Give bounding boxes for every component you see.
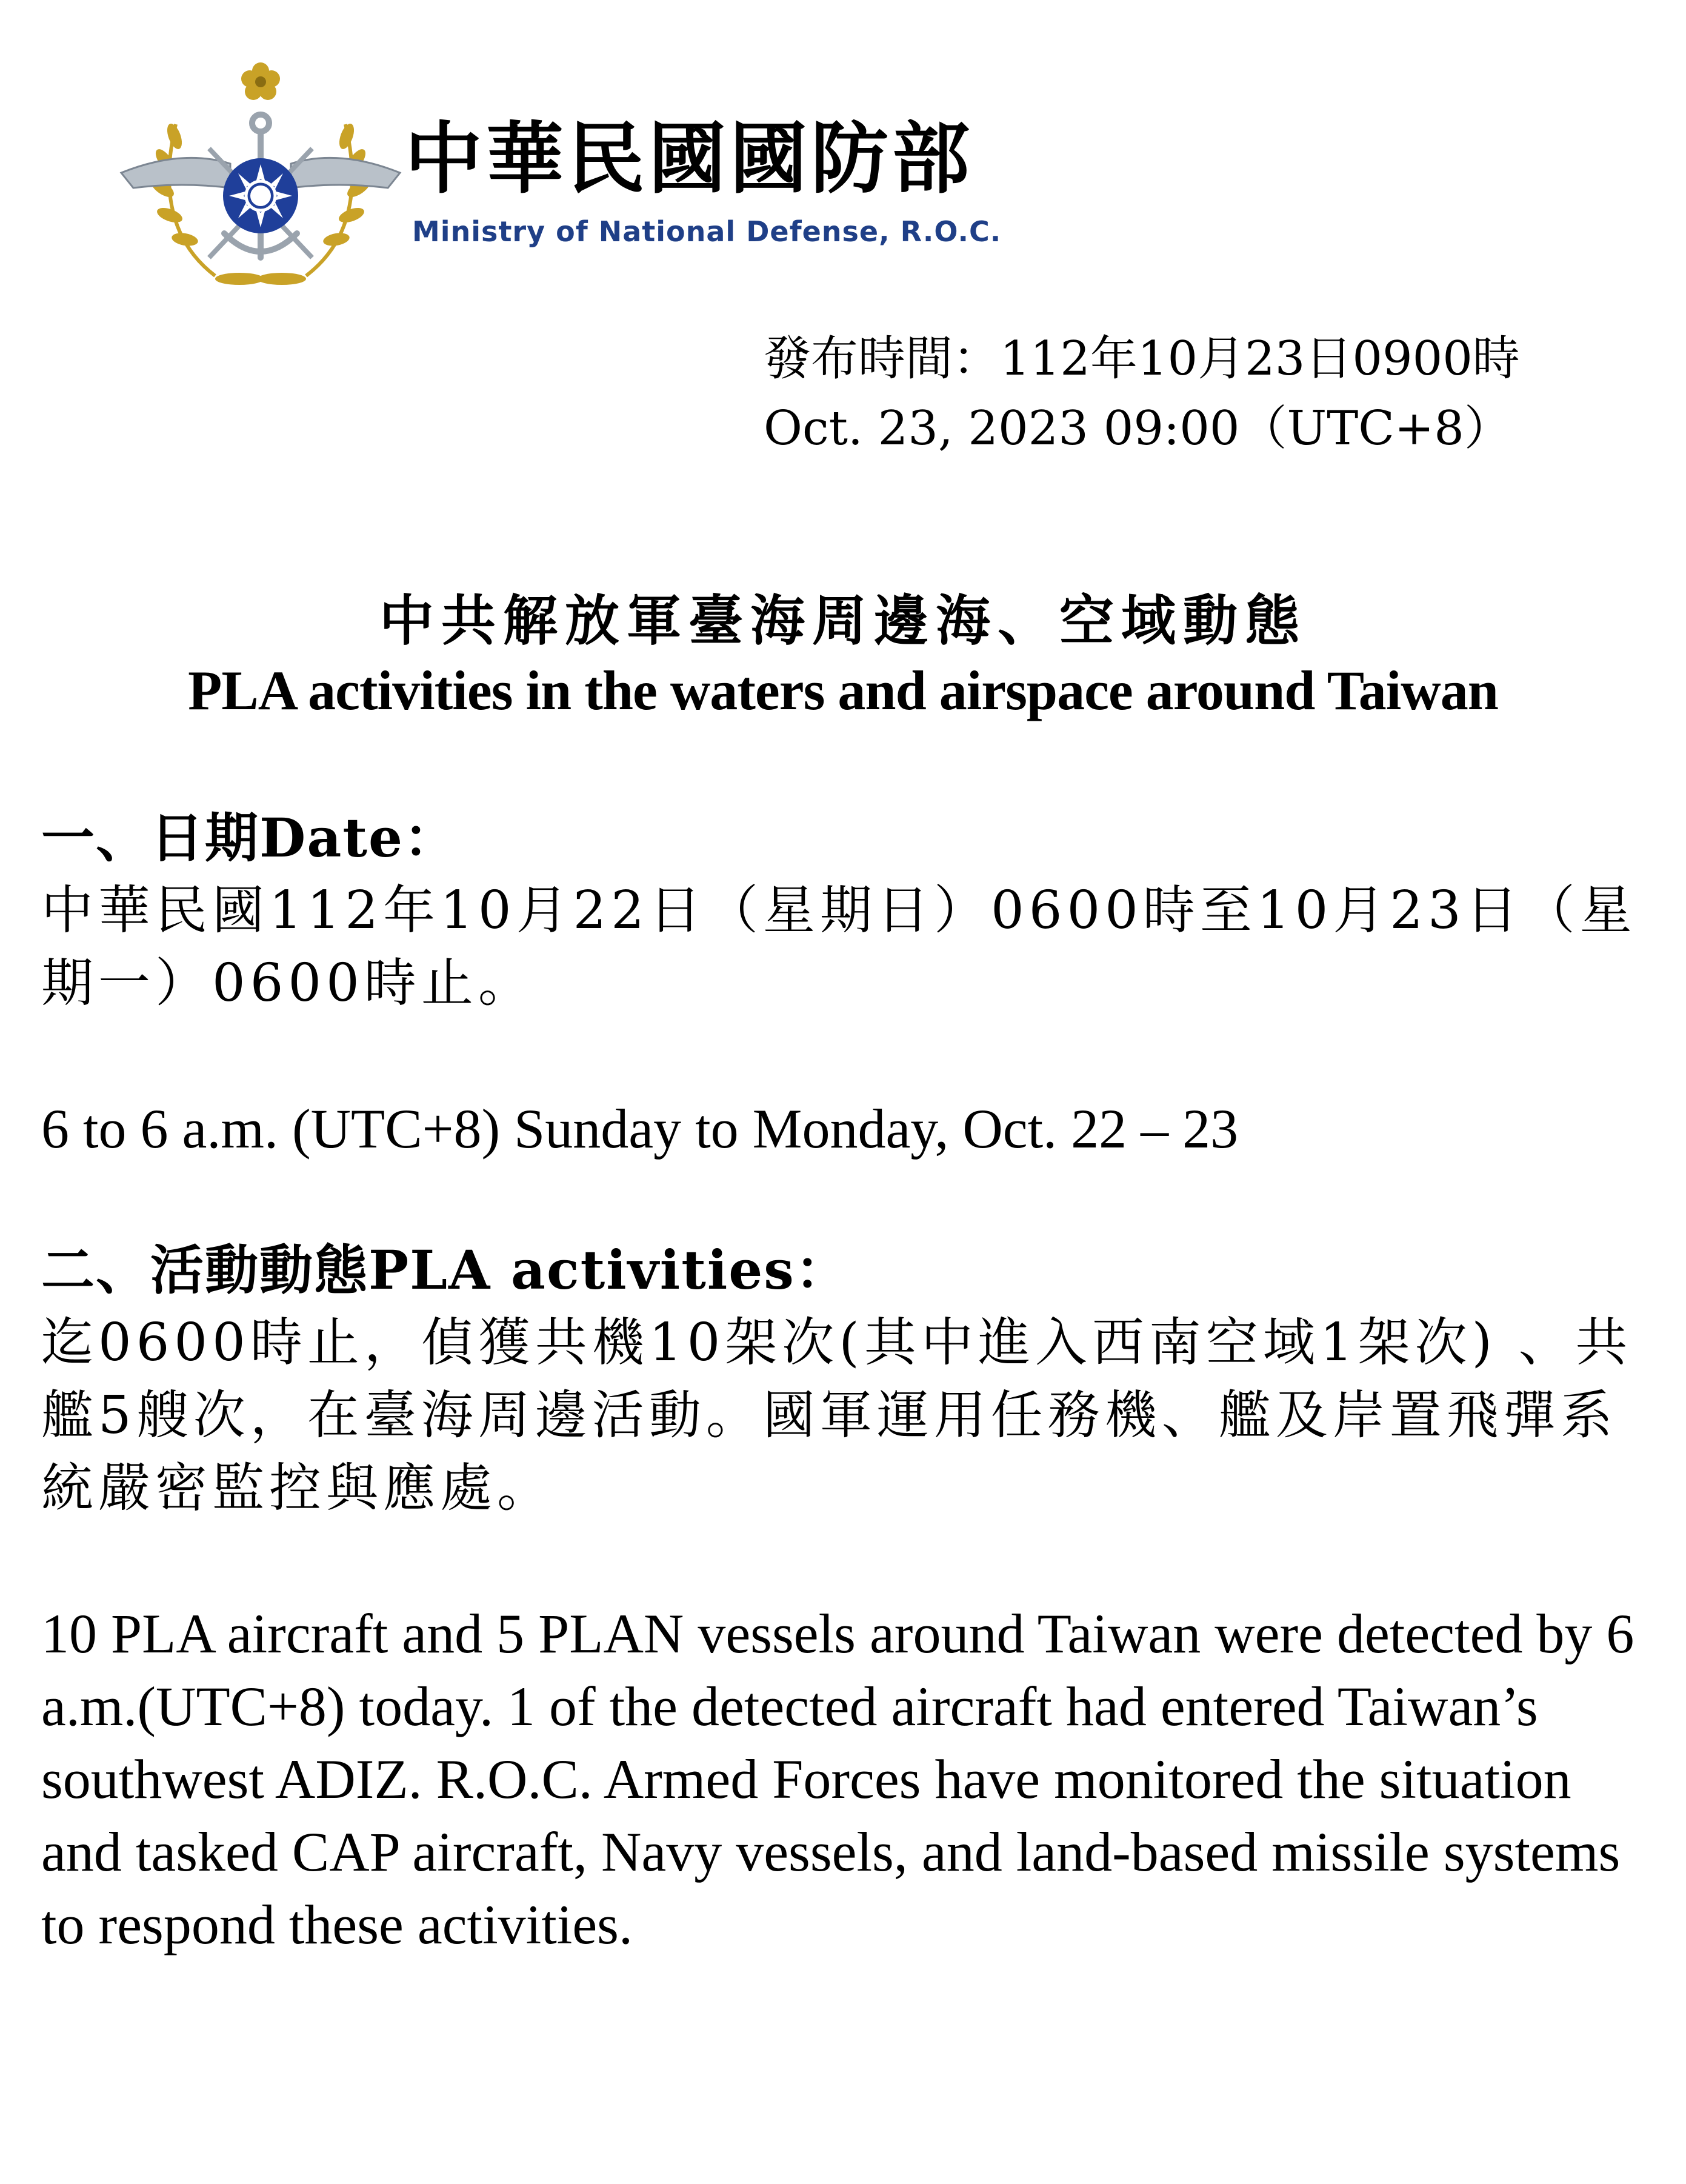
- section-date-heading: 一、日期Date：: [41, 806, 458, 869]
- ministry-title-cn: 中華民國國防部: [405, 114, 974, 204]
- release-time: [764, 324, 1520, 464]
- section-date: [41, 801, 1653, 1165]
- section-activities-cn: 迄0600時止，偵獲共機10架次(其中進入西南空域1架次) 、共艦5艘次，在臺海周邊活動。國軍運用任務機、艦及岸置飛彈系統嚴密監控與應處。: [41, 1312, 1633, 1518]
- release-time-cn: 發布時間：112年10月23日0900時: [764, 332, 1520, 386]
- release-time-en: Oct. 23, 2023 09:00（UTC+8）: [764, 401, 1511, 456]
- ministry-title-en: Ministry of National Defense, R.O.C.: [412, 215, 1002, 248]
- section-activities-heading: 二、活動動態PLA activities：: [41, 1238, 850, 1301]
- section-date-en: 6 to 6 a.m. (UTC+8) Sunday to Monday, Oct. 22 – 23: [41, 1098, 1239, 1160]
- document-title-cn: 中共解放軍臺海周邊海、空域動態: [379, 589, 1307, 653]
- mnd-emblem-icon: [109, 58, 412, 300]
- document-title: [0, 585, 1686, 727]
- section-date-cn: 中華民國112年10月22日（星期日）0600時至10月23日（星期一）0600時止。: [41, 880, 1637, 1014]
- section-activities-en: 10 PLA aircraft and 5 PLAN vessels around Taiwan were detected by 6 a.m.(UTC+8) today. 1 of the detected aircraft had entered Taiwan’s southwest ADIZ. R.O.C. Armed Forces have monitored the situation and tasked CAP aircraft, Navy vessels, and land-based missile systems to respond these activities.: [41, 1603, 1634, 1955]
- document-title-en: PLA activities in the waters and airspace around Taiwan: [188, 660, 1498, 721]
- section-activities: [41, 1234, 1653, 1961]
